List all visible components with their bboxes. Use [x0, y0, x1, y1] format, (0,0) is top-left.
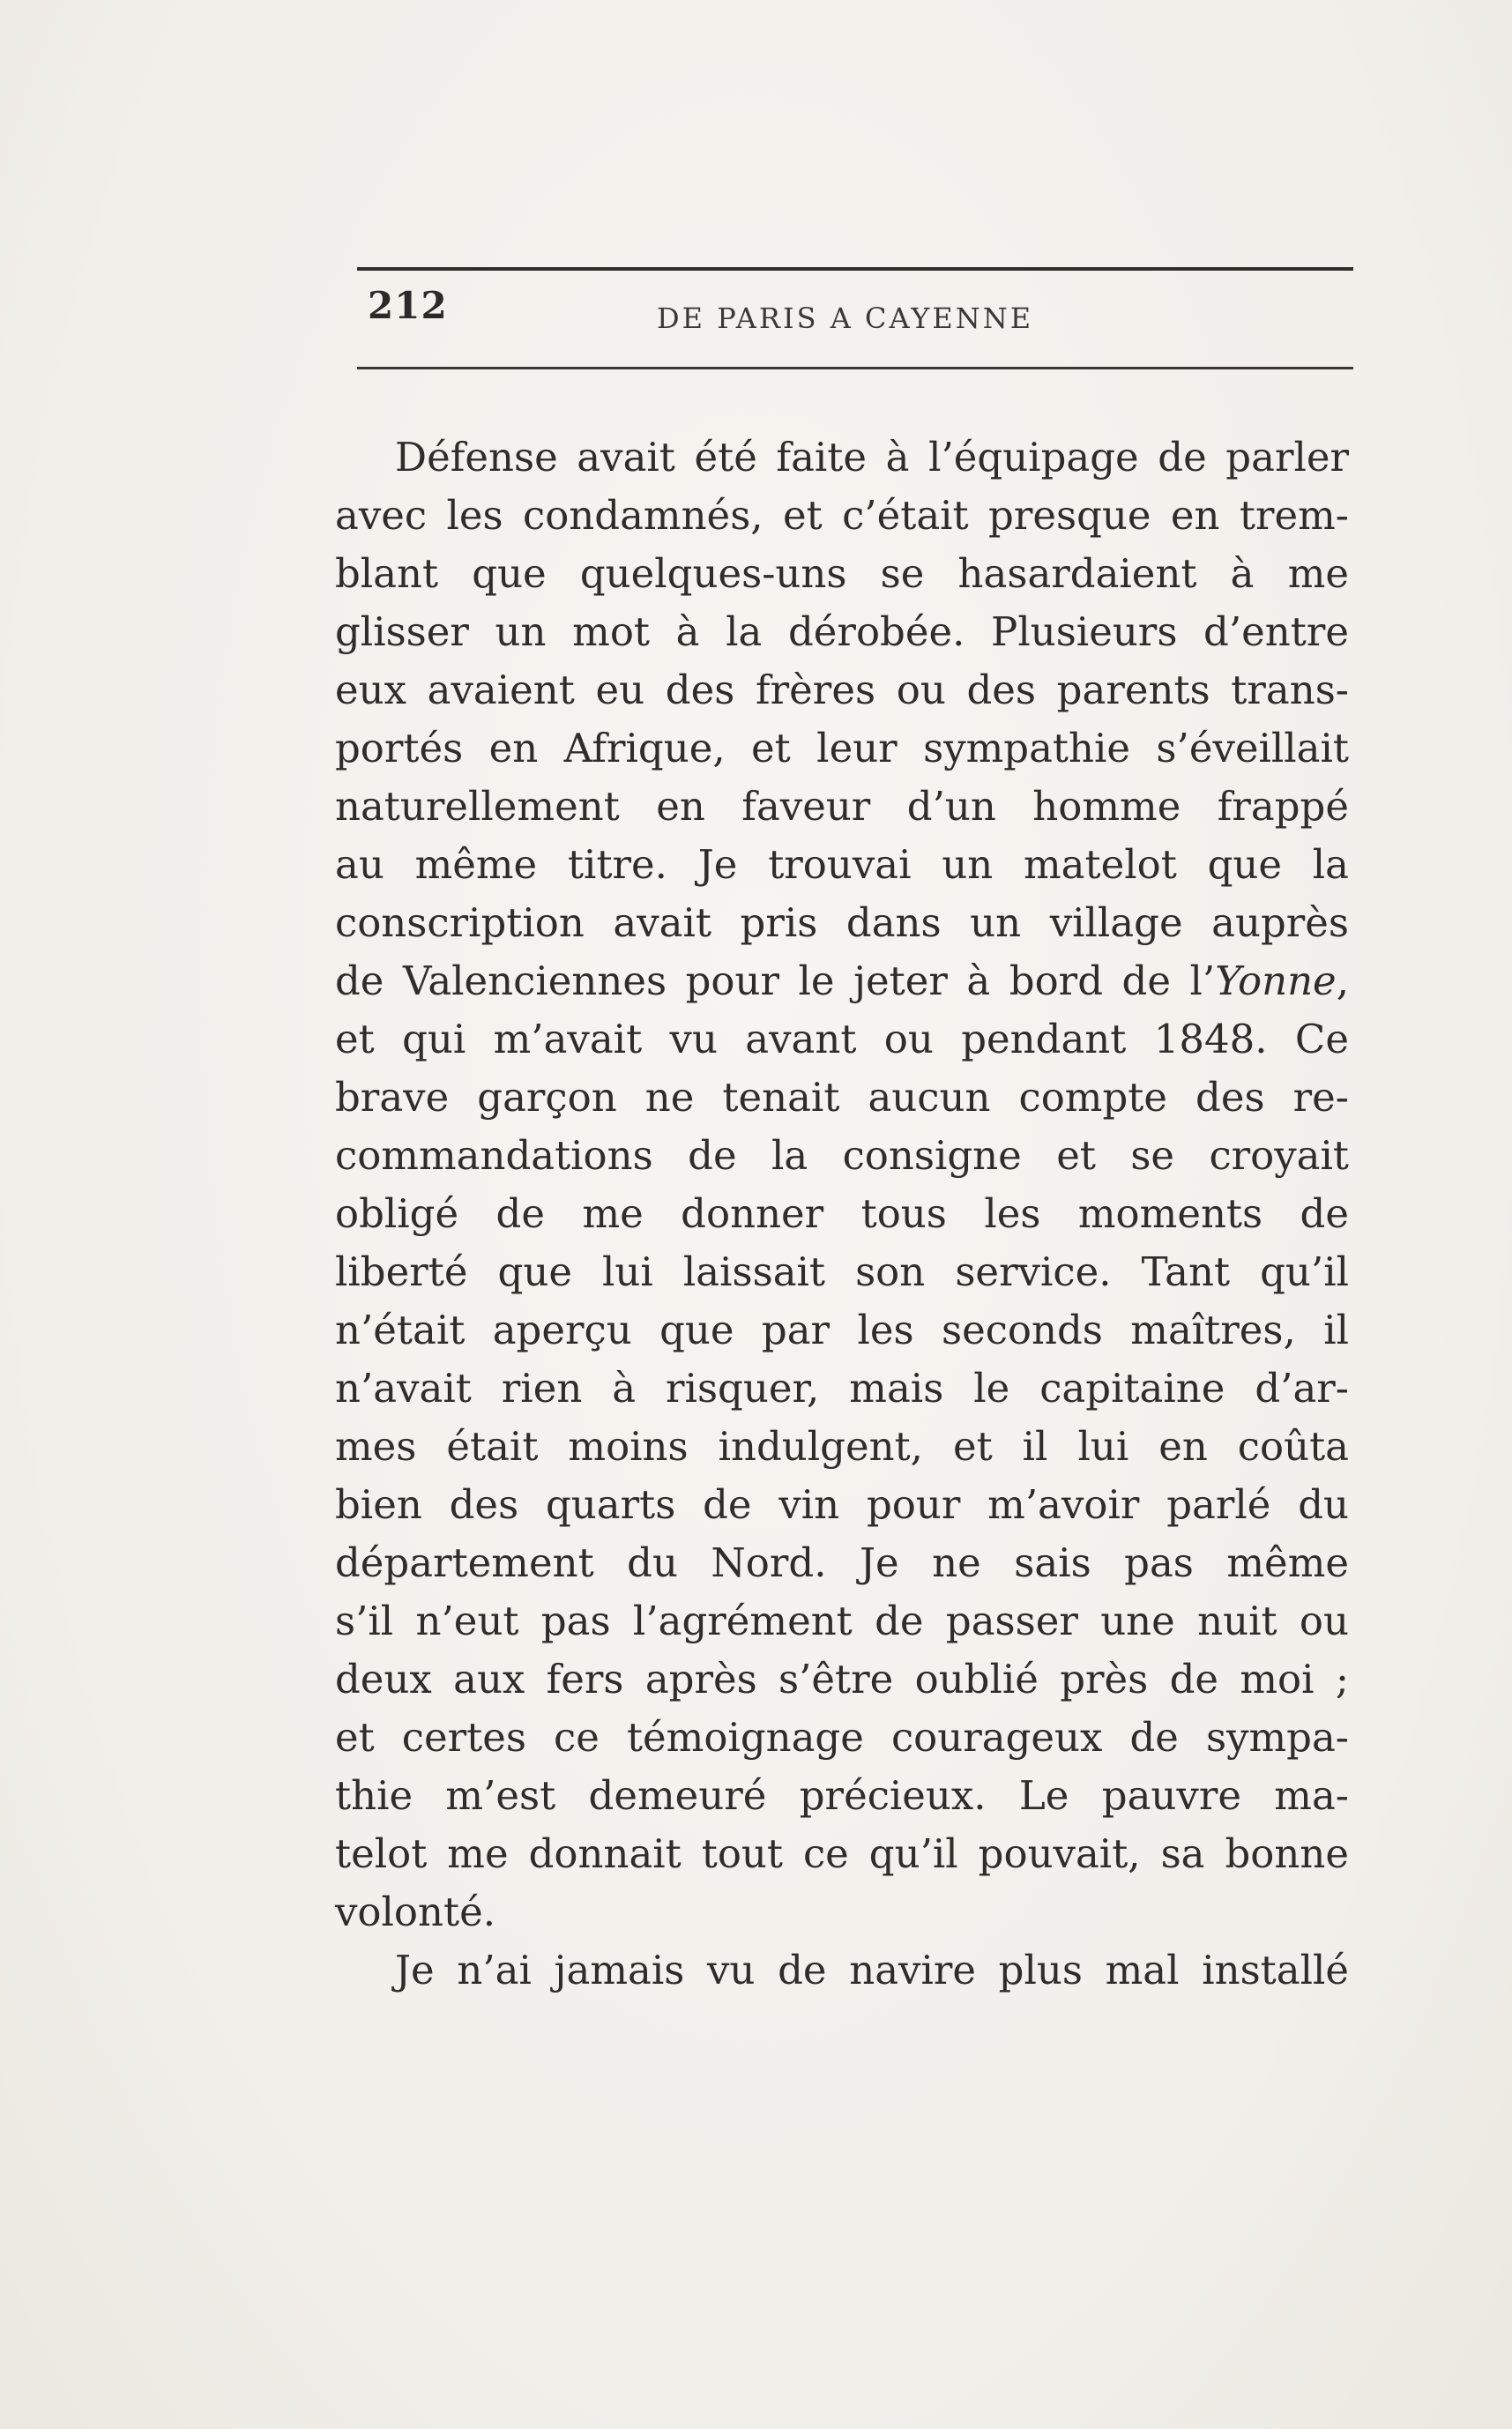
text-line: département du Nord. Je ne sais pas même: [335, 1539, 1349, 1586]
text-line: et qui m’avait vu avant ou pendant 1848. Ce: [335, 1016, 1349, 1062]
text-line: thie m’est demeuré précieux. Le pauvre ma-: [335, 1772, 1349, 1819]
text-line: obligé de me donner tous les moments de: [335, 1190, 1349, 1237]
ship-name: Yonne: [1215, 957, 1337, 1004]
header-rule-top: [357, 267, 1353, 271]
page-header: [357, 282, 1353, 353]
text-line: naturellement en faveur d’un homme frappé: [335, 783, 1349, 830]
text-line: deux aux fers après s’être oublié près de moi ;: [335, 1656, 1349, 1703]
text-line: Défense avait été faite à l’équipage de parler: [395, 434, 1349, 481]
text-segment: de Valenciennes pour le jeter à bord de l’: [335, 957, 1216, 1004]
text-line: telot me donnait tout ce qu’il pouvait, sa bonne: [335, 1830, 1349, 1877]
text-line: portés en Afrique, et leur sympathie s’éveillait: [335, 725, 1349, 771]
header-rule-bottom: [357, 367, 1353, 369]
text-segment: ,: [1336, 957, 1349, 1004]
text-line: n’était aperçu que par les seconds maîtres, il: [335, 1307, 1349, 1353]
text-line: mes était moins indulgent, et il lui en coûta: [335, 1423, 1349, 1470]
body-text: [335, 428, 1349, 2000]
text-line: blant que quelques-uns se hasardaient à me: [335, 550, 1349, 597]
text-line: [335, 952, 1349, 1010]
page-number: 212: [368, 284, 448, 327]
text-line: bien des quarts de vin pour m’avoir parlé du: [335, 1481, 1349, 1528]
text-line: conscription avait pris dans un village auprès: [335, 899, 1349, 946]
text-line: glisser un mot à la dérobée. Plusieurs d’entre: [335, 608, 1349, 655]
text-line: n’avait rien à risquer, mais le capitaine d’ar-: [335, 1365, 1349, 1412]
text-line: au même titre. Je trouvai un matelot que la: [335, 841, 1349, 888]
text-line: commandations de la consigne et se croyait: [335, 1132, 1349, 1179]
text-line: s’il n’eut pas l’agrément de passer une nuit ou: [335, 1598, 1349, 1644]
text-line: Je n’ai jamais vu de navire plus mal installé: [395, 1947, 1349, 1993]
text-line: eux avaient eu des frères ou des parents trans-: [335, 667, 1349, 713]
text-line: volonté.: [335, 1889, 495, 1935]
text-line: et certes ce témoignage courageux de sympa-: [335, 1714, 1349, 1761]
running-title: DE PARIS A CAYENNE: [657, 302, 1034, 335]
text-line: liberté que lui laissait son service. Tant qu’il: [335, 1248, 1349, 1295]
text-line: brave garçon ne tenait aucun compte des re-: [335, 1074, 1349, 1121]
text-line: avec les condamnés, et c’était presque en trem-: [335, 492, 1349, 539]
